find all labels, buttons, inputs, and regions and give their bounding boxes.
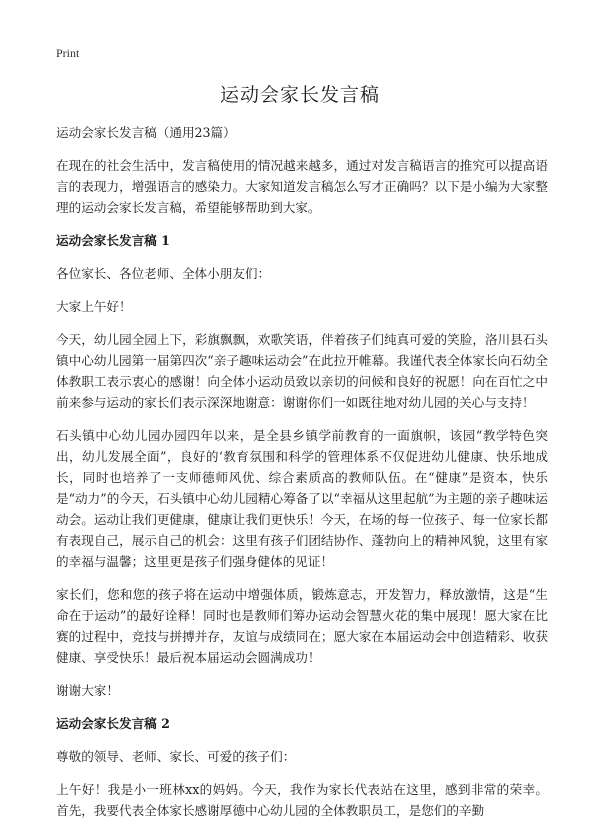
section-2-paragraph: 上午好！我是小一班林xx的妈妈。今天，我作为家长代表站在这里，感到非常的荣幸。首先，我要代表全体家长感谢厚德中心幼儿园的全体教职员工，是您们的辛勤 [56, 782, 548, 818]
section-1-paragraph: 家长们，您和您的孩子将在运动中增强体质，锻炼意志，开发智力，释放激情，这是“生命在于运动”的最好诠释！同时也是教师们筹办运动会智慧火花的集中展现！愿大家在比赛的过程中，竞技与拼搏并存，友谊与成绩同在；愿大家在本届运动会中创造精彩、收获健康、享受快乐！最后祝本届运动会圆满成功！ [56, 587, 548, 665]
section-2-paragraph: 尊敬的领导、老师、家长、可爱的孩子们： [56, 749, 296, 764]
section-1-paragraph: 今天，幼儿园全园上下，彩旗飘飘，欢歌笑语，伴着孩子们纯真可爱的笑脸，洛川县石头镇中心幼儿园第一届第四次“亲子趣味运动会”在此拉开帷幕。我谨代表全体家长向石幼全体教职工表示衷心的感谢！向全体小运动员致以亲切的问候和良好的祝愿！向在百忙之中前来参与运动的家长们表示深深地谢意：谢谢你们一如既往地对幼儿园的关心与支持！ [56, 332, 548, 410]
intro-paragraph: 在现在的社会生活中，发言稿使用的情况越来越多，通过对发言稿语言的推究可以提高语言的表现力，增强语言的感染力。大家知道发言稿怎么写才正确吗？以下是小编为大家整理的运动会家长发言稿，希望能够帮助到大家。 [56, 158, 548, 215]
section-1-paragraph: 大家上午好！ [56, 299, 132, 314]
section-heading-1: 运动会家长发言稿 1 [56, 233, 170, 248]
page-title: 运动会家长发言稿 [219, 84, 380, 106]
document-body [56, 122, 548, 828]
section-1-paragraph: 谢谢大家！ [56, 683, 119, 698]
section-heading-2: 运动会家长发言稿 2 [56, 716, 170, 731]
section-1-paragraph: 各位家长、各位老师、全体小朋友们： [56, 266, 271, 281]
document-subtitle: 运动会家长发言稿（通用23篇） [56, 125, 236, 140]
print-link[interactable]: Print [56, 46, 80, 60]
section-1-paragraph: 石头镇中心幼儿园办园四年以来，是全县乡镇学前教育的一面旗帜，该园“教学特色突出，幼儿发展全面”，良好的‘教育氛围和科学的管理体系不仅促进幼儿健康、快乐地成长，同时也培养了一支师德师风优、综合素质高的教师队伍。在“健康”是资本，快乐是“动力”的今天，石头镇中心幼儿园精心筹备了以“幸福从这里起航”为主题的亲子趣味运动会。运动让我们更健康，健康让我们更快乐！今天，在场的每一位孩子、每一位家长都有表现自己，展示自己的机会：这里有孩子们团结协作、蓬勃向上的精神风貌，这里有家的幸福与温馨；这里更是孩子们强身健体的见证！ [56, 428, 548, 569]
